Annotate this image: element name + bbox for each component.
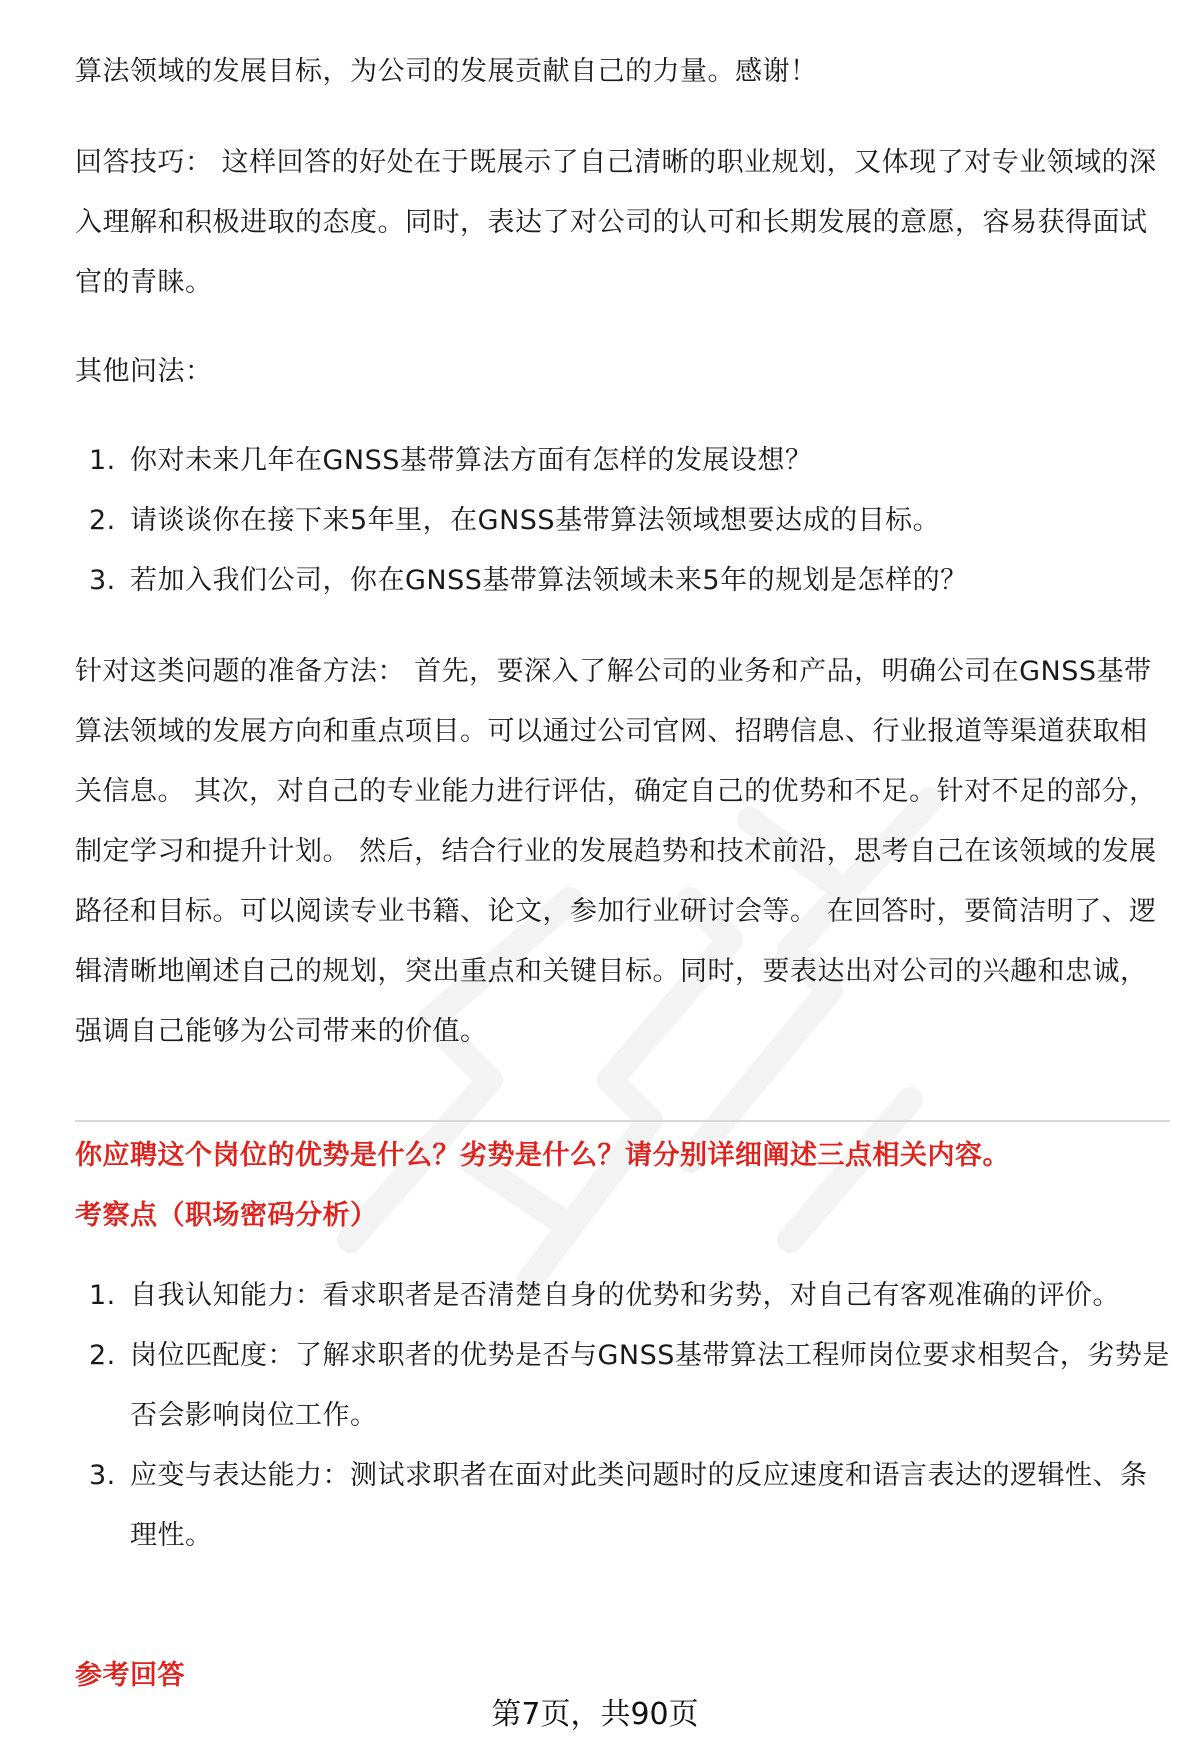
- analysis-points-list: [75, 1266, 1170, 1566]
- preparation-paragraph: 针对这类问题的准备方法： 首先，要深入了解公司的业务和产品，明确公司在GNSS基带算法领域的发展方向和重点项目。可以通过公司官网、招聘信息、行业报道等渠道获取相关信息。 其次，对自己的专业能力进行评估，确定自己的优势和不足。针对不足的部分，制定学习和提升计划。 然后，结合行业的发展趋势和技术前沿，思考自己在该领域的发展路径和目标。可以阅读专业书籍、论文，参加行业研讨会等。 在回答时，要简洁明了、逻辑清晰地阐述自己的规划，突出重点和关键目标。同时，要表达出对公司的兴趣和忠诚，强调自己能够为公司带来的价值。: [75, 656, 1157, 1047]
- list-text: 你对未来几年在GNSS基带算法方面有怎样的发展设想？: [130, 445, 813, 476]
- list-number: 3.: [89, 565, 116, 596]
- list-item: [75, 1266, 1170, 1326]
- list-text: 岗位匹配度：了解求职者的优势是否与GNSS基带算法工程师岗位要求相契合，劣势是否会影响岗位工作。: [130, 1340, 1170, 1431]
- section-divider: [75, 1120, 1170, 1122]
- list-text: 请谈谈你在接下来5年里，在GNSS基带算法领域想要达成的目标。: [130, 505, 941, 536]
- list-item: [75, 491, 1170, 551]
- other-questions-label: 其他问法：: [75, 356, 213, 387]
- question-title: 你应聘这个岗位的优势是什么？劣势是什么？请分别详细阐述三点相关内容。: [75, 1140, 1010, 1171]
- list-item: [75, 551, 1170, 611]
- list-number: 2.: [89, 1340, 116, 1371]
- answer-tip-paragraph: 回答技巧： 这样回答的好处在于既展示了自己清晰的职业规划，又体现了对专业领域的深入理解和积极进取的态度。同时，表达了对公司的认可和长期发展的意愿，容易获得面试官的青睐。: [75, 147, 1157, 298]
- list-number: 2.: [89, 505, 116, 536]
- analysis-heading: 考察点（职场密码分析）: [75, 1200, 378, 1231]
- list-number: 3.: [89, 1460, 116, 1491]
- list-item: [75, 1326, 1170, 1446]
- other-questions-list: [75, 431, 1170, 611]
- page-number-footer: 第7页，共90页: [491, 1697, 699, 1732]
- reference-answer-heading: 参考回答: [75, 1660, 185, 1691]
- list-number: 1.: [89, 1280, 116, 1311]
- list-text: 若加入我们公司，你在GNSS基带算法领域未来5年的规划是怎样的？: [130, 565, 968, 596]
- list-item: [75, 431, 1170, 491]
- list-text: 应变与表达能力：测试求职者在面对此类问题时的反应速度和语言表达的逻辑性、条理性。: [130, 1460, 1148, 1551]
- intro-tail-paragraph: 算法领域的发展目标，为公司的发展贡献自己的力量。感谢！: [75, 56, 818, 87]
- list-item: [75, 1446, 1170, 1566]
- list-number: 1.: [89, 445, 116, 476]
- list-text: 自我认知能力：看求职者是否清楚自身的优势和劣势，对自己有客观准确的评价。: [130, 1280, 1120, 1311]
